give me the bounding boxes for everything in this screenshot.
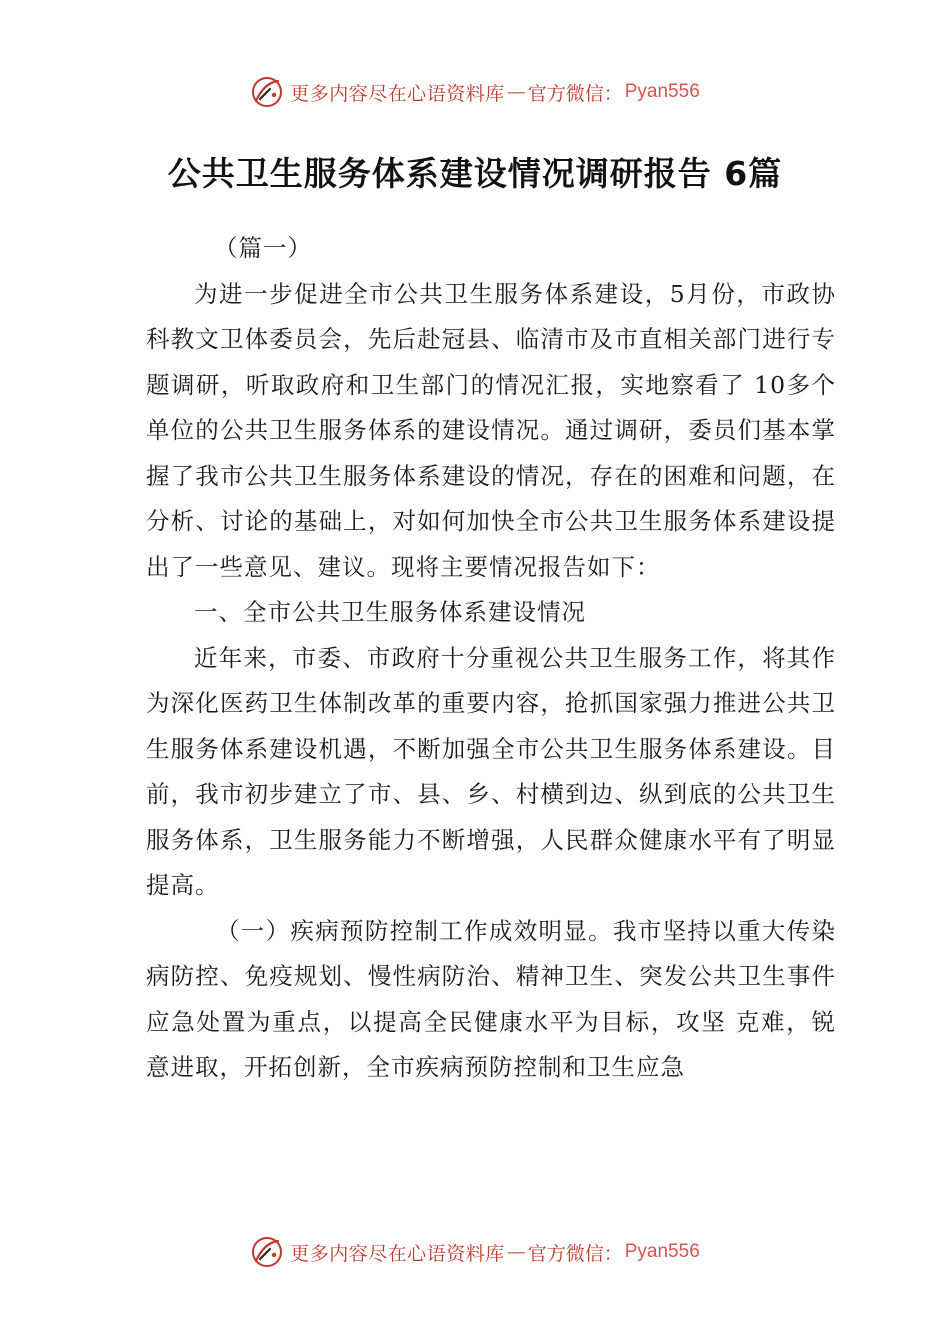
watermark-banner-top xyxy=(0,72,950,112)
paragraph: 为进一步促进全市公共卫生服务体系建设，5月份，市政协科教文卫体委员会，先后赴冠县、临清市及市直相关部门进行专题调研，听取政府和卫生部门的情况汇报，实地察看了 10多个单位的公共卫生服务体系的建设情况。通过调研，委员们基本掌握了我市公共卫生服务体系建设的情况，存在的困难和问题，在分析、讨论的基础上，对如何加快全市公共卫生服务体系建设提出了一些意见、建议。现将主要情况报告如下： xyxy=(146,279,836,581)
watermark-logo-icon xyxy=(250,75,284,109)
watermark-text: 更多内容尽在心语资料库 xyxy=(290,82,505,105)
watermark-dash: — xyxy=(506,81,526,103)
watermark-dash: — xyxy=(506,1241,526,1263)
watermark-logo-icon xyxy=(250,1235,284,1269)
document-body xyxy=(146,226,836,1091)
watermark-wechat-id: Pyan556 xyxy=(624,81,700,102)
document-title: 公共卫生服务体系建设情况调研报告 6篇 xyxy=(167,154,783,193)
watermark-wechat-label: 官方微信： xyxy=(527,1242,623,1265)
paragraph: （一）疾病预防控制工作成效明显。我市坚持以重大传染病防控、免疫规划、慢性病防治、精神卫生、突发公共卫生事件应急处置为重点，以提高全民健康水平为目标，攻坚 克难，锐意进取，开拓创新，全市疾病预防控制和卫生应急 xyxy=(146,916,836,1081)
watermark-banner-bottom xyxy=(0,1232,950,1272)
watermark-wechat-label: 官方微信： xyxy=(527,82,623,105)
section-heading: 一、全市公共卫生服务体系建设情况 xyxy=(194,598,586,626)
part-label: （篇一） xyxy=(214,234,312,262)
paragraph: 近年来，市委、市政府十分重视公共卫生服务工作，将其作为深化医药卫生体制改革的重要内容，抢抓国家强力推进公共卫生服务体系建设机遇，不断加强全市公共卫生服务体系建设。目前，我市初步建立了市、县、乡、村横到边、纵到底的公共卫生服务体系，卫生服务能力不断增强，人民群众健康水平有了明显提高。 xyxy=(146,643,836,899)
watermark-text: 更多内容尽在心语资料库 xyxy=(290,1242,505,1265)
watermark-wechat-id: Pyan556 xyxy=(624,1241,700,1262)
